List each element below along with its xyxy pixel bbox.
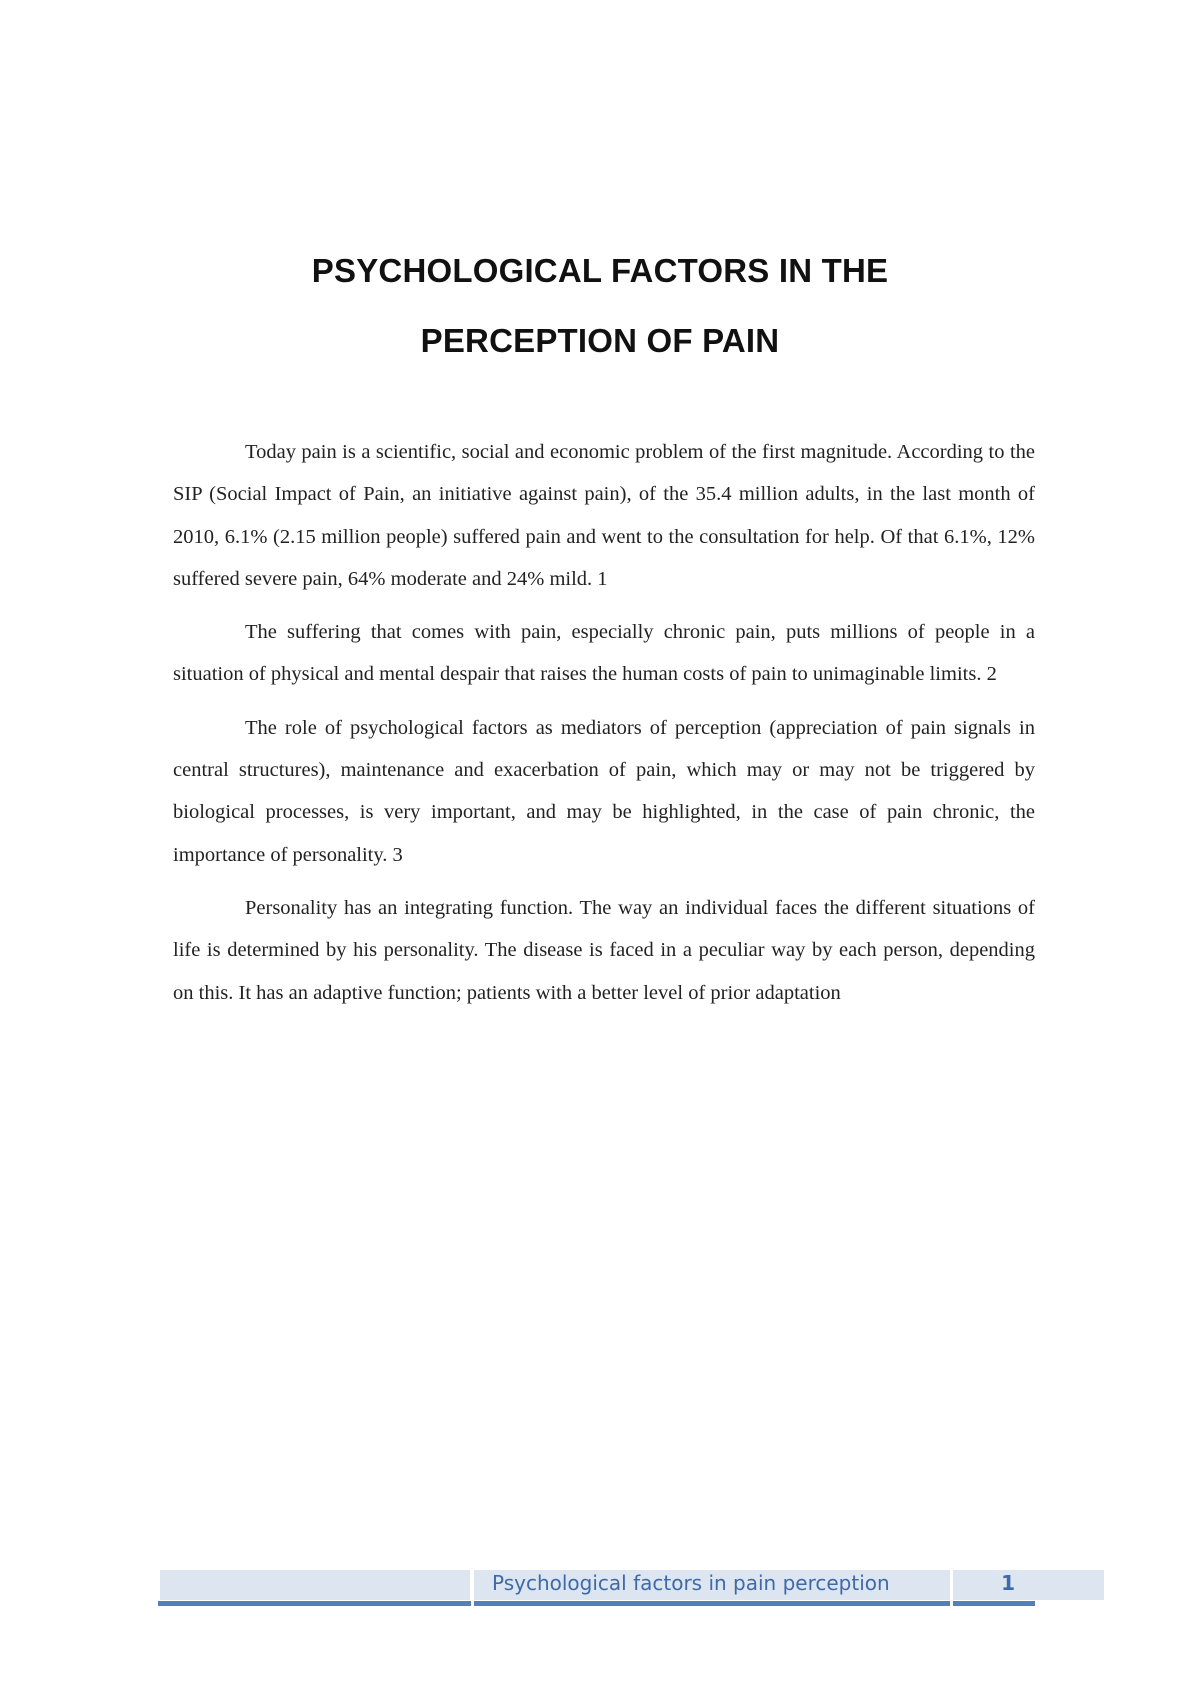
footer-running-title: Psychological factors in pain perception bbox=[492, 1571, 890, 1595]
document-title-line-1: PSYCHOLOGICAL FACTORS IN THE bbox=[311, 252, 889, 289]
paragraph-4: Personality has an integrating function. The way an individual faces the different situations of life is determined by his personality. The disease is faced in a peculiar way by each person, depending on this. It has an adaptive function; patients with a better level of prior adaptation bbox=[173, 896, 1035, 1004]
footer-shade-left bbox=[160, 1570, 470, 1600]
footer-divider-left bbox=[471, 1568, 474, 1606]
footer-rule bbox=[158, 1601, 1035, 1606]
footer-page-number: 1 bbox=[1001, 1571, 1015, 1595]
document-title-line-2: PERCEPTION OF PAIN bbox=[420, 322, 780, 359]
paragraph-2: The suffering that comes with pain, especially chronic pain, puts millions of people in a situation of physical and mental despair that raises the human costs of pain to unimaginable limits. 2 bbox=[173, 621, 1035, 686]
document-body bbox=[173, 431, 1035, 1025]
footer-divider-right bbox=[950, 1568, 953, 1606]
paragraph-3: The role of psychological factors as mediators of perception (appreciation of pain signals in central structures), maintenance and exacerbation of pain, which may or may not be triggered by biological processes, is very important, and may be highlighted, in the case of pain chronic, the importance of personality. 3 bbox=[173, 716, 1035, 866]
paragraph-1: Today pain is a scientific, social and economic problem of the first magnitude. According to the SIP (Social Impact of Pain, an initiative against pain), of the 35.4 million adults, in the last month of 2010, 6.1% (2.15 million people) suffered pain and went to the consultation for help. Of that 6.1%, 12% suffered severe pain, 64% moderate and 24% mild. 1 bbox=[173, 441, 1035, 590]
page-footer bbox=[158, 1568, 1035, 1606]
